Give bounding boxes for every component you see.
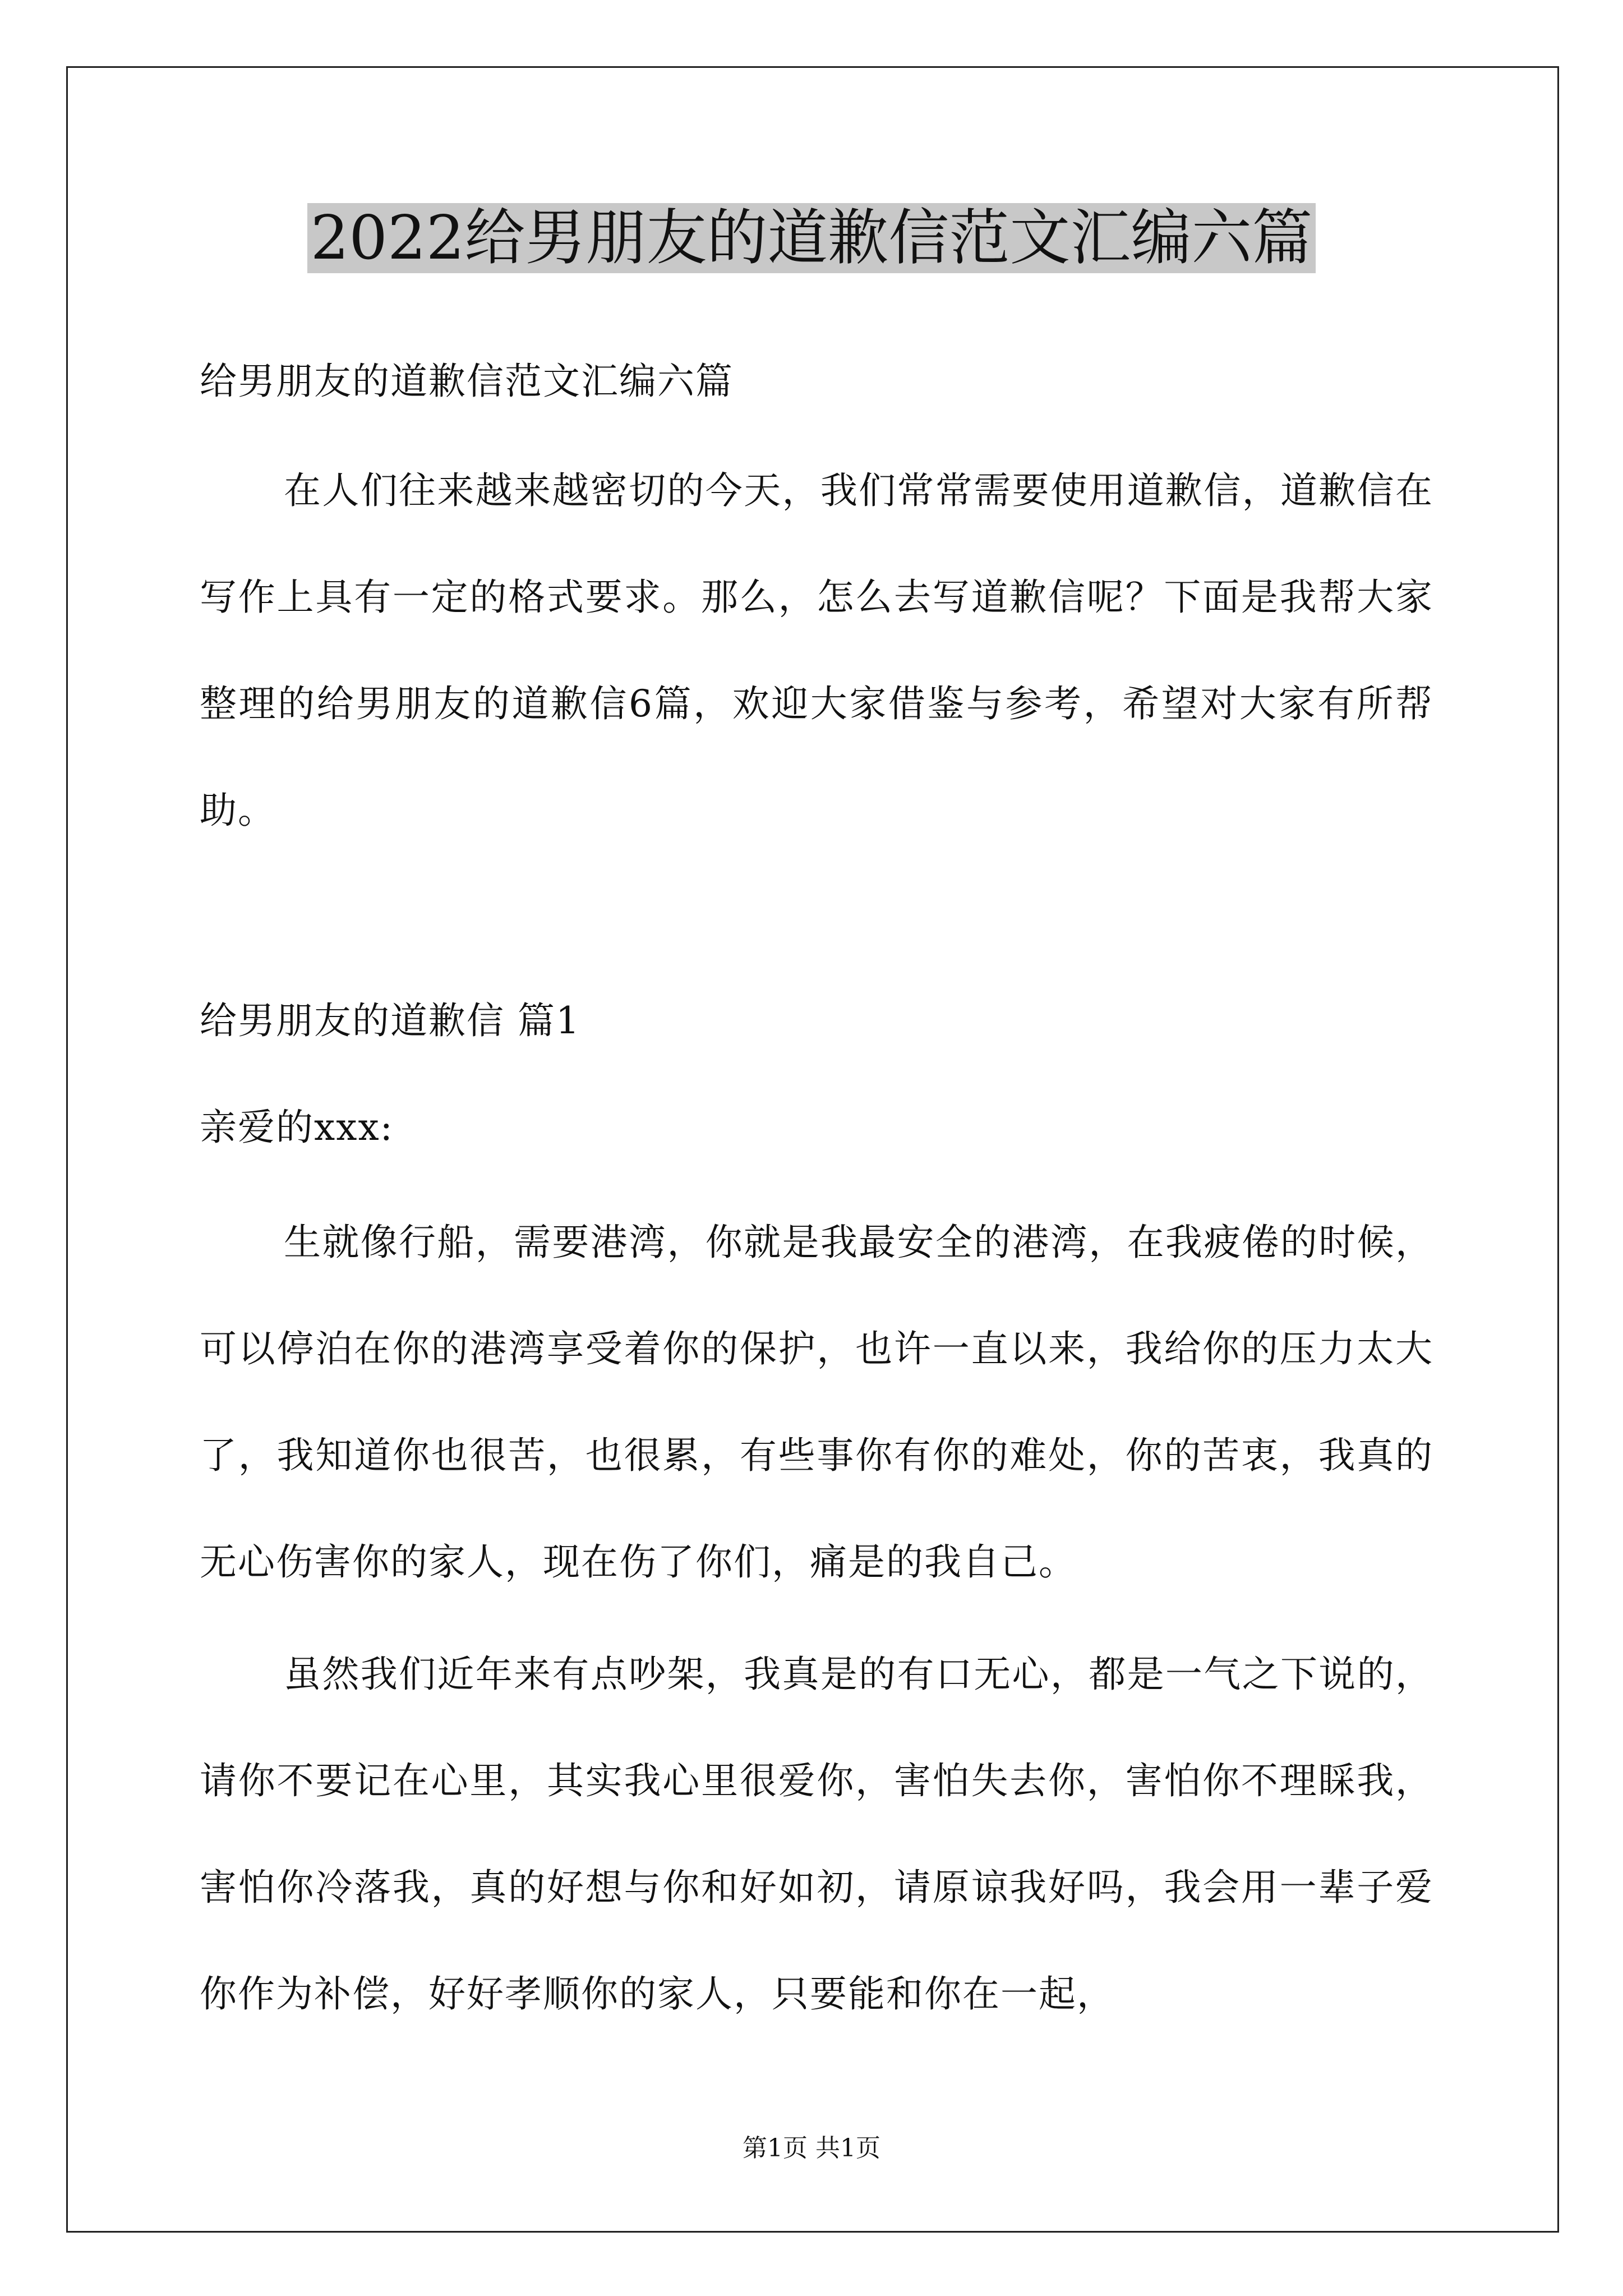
page-footer: 第1页 共1页 — [743, 2134, 880, 2162]
document-title — [0, 202, 1623, 275]
section-heading: 给男朋友的道歉信 篇1 — [200, 999, 580, 1042]
document-subtitle: 给男朋友的道歉信范文汇编六篇 — [200, 360, 734, 403]
letter-paragraph-2: 虽然我们近年来有点吵架，我真是的有口无心，都是一气之下说的，请你不要记在心里，其实我心里很爱你，害怕失去你，害怕你不理睬我，害怕你冷落我，真的好想与你和好如初，请原谅我好吗，我会用一辈子爱你作为补偿，好好孝顺你的家人，只要能和你在一起， — [200, 1653, 1433, 2016]
letter-paragraph-1: 生就像行船，需要港湾，你就是我最安全的港湾，在我疲倦的时候，可以停泊在你的港湾享受着你的保护，也许一直以来，我给你的压力太大了，我知道你也很苦，也很累，有些事你有你的难处，你的苦衷，我真的无心伤害你的家人，现在伤了你们，痛是的我自己。 — [200, 1221, 1433, 1584]
letter-salutation: 亲爱的xxx: — [200, 1106, 394, 1149]
document-title-text: 2022给男朋友的道歉信范文汇编六篇 — [307, 203, 1316, 273]
intro-paragraph: 在人们往来越来越密切的今天，我们常常需要使用道歉信，道歉信在写作上具有一定的格式要求。那么，怎么去写道歉信呢？下面是我帮大家整理的给男朋友的道歉信6篇，欢迎大家借鉴与参考，希望对大家有所帮助。 — [200, 469, 1433, 832]
